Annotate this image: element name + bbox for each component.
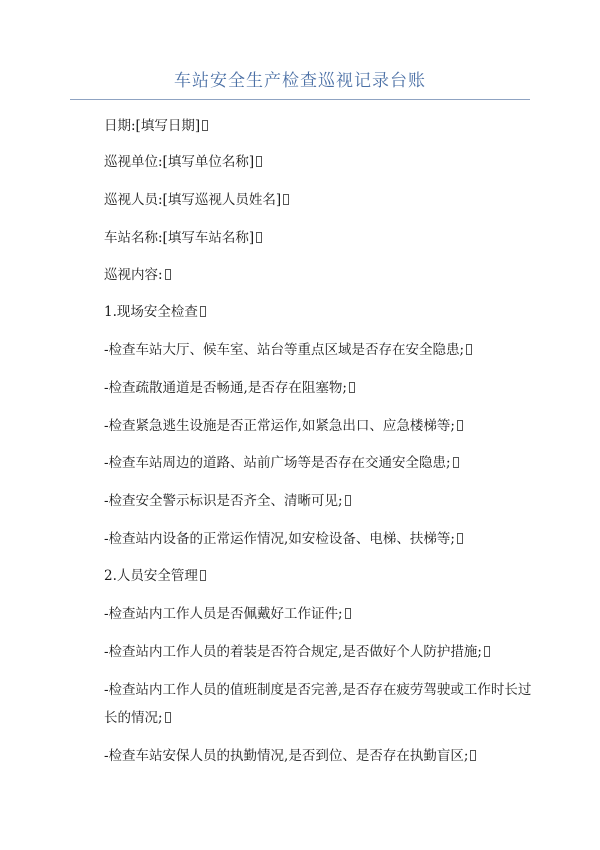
field-content-text: 巡视内容: (104, 267, 163, 283)
paragraph-mark-icon (165, 269, 171, 280)
field-inspector-text: 巡视人员:[填写巡视人员姓名] (104, 192, 282, 208)
list-item (104, 416, 463, 436)
field-unit (104, 152, 262, 172)
section-heading (104, 302, 206, 322)
list-item-text: -检查车站安保人员的执勤情况,是否到位、是否存在执勤盲区; (104, 748, 469, 764)
list-item (104, 529, 463, 549)
paragraph-mark-icon (484, 646, 490, 657)
field-unit-text: 巡视单位:[填写单位名称] (104, 154, 255, 170)
paragraph-mark-icon (453, 457, 459, 468)
list-item-text: -检查站内工作人员的着装是否符合规定,是否做好个人防护措施; (104, 644, 482, 660)
field-content (104, 265, 171, 285)
list-item (104, 491, 351, 511)
field-date (104, 116, 208, 136)
list-item-text: -检查站内设备的正常运作情况,如安检设备、电梯、扶梯等; (104, 531, 455, 547)
paragraph-mark-icon (202, 120, 208, 131)
list-item (104, 642, 490, 662)
list-item (104, 378, 355, 398)
section-heading (104, 566, 206, 586)
paragraph-mark-icon (283, 194, 289, 205)
paragraph-mark-icon (466, 344, 472, 355)
list-item-text: -检查站内工作人员是否佩戴好工作证件; (104, 606, 343, 622)
list-item (104, 340, 472, 360)
list-item-text: -检查安全警示标识是否齐全、清晰可见; (104, 493, 343, 509)
list-item-text: -检查车站大厅、候车室、站台等重点区域是否存在安全隐患; (104, 342, 465, 358)
paragraph-mark-icon (457, 533, 463, 544)
paragraph-mark-icon (349, 382, 355, 393)
section-heading-text: 1.现场安全检查 (104, 304, 198, 320)
field-station (104, 228, 262, 248)
paragraph-mark-icon (470, 750, 476, 761)
title-divider (70, 99, 530, 100)
list-item (104, 453, 459, 473)
list-item (104, 676, 544, 732)
paragraph-mark-icon (457, 420, 463, 431)
paragraph-mark-icon (345, 608, 351, 619)
document-title: 车站安全生产检查巡视记录台账 (174, 71, 426, 91)
list-item-text: -检查紧急逃生设施是否正常运作,如紧急出口、应急楼梯等; (104, 418, 455, 434)
paragraph-mark-icon (345, 495, 351, 506)
section-heading-text: 2.人员安全管理 (104, 568, 198, 584)
paragraph-mark-icon (256, 156, 262, 167)
paragraph-mark-icon (165, 712, 171, 723)
field-station-text: 车站名称:[填写车站名称] (104, 230, 255, 246)
list-item (104, 746, 476, 766)
list-item (104, 604, 351, 624)
list-item-text: -检查车站周边的道路、站前广场等是否存在交通安全隐患; (104, 455, 451, 471)
list-item-text: -检查疏散通道是否畅通,是否存在阻塞物; (104, 380, 347, 396)
field-inspector (104, 190, 289, 210)
paragraph-mark-icon (256, 232, 262, 243)
paragraph-mark-icon (200, 306, 206, 317)
paragraph-mark-icon (200, 570, 206, 581)
list-item-text: -检查站内工作人员的值班制度是否完善,是否存在疲劳驾驶或工作时长过长的情况; (104, 682, 532, 726)
field-date-text: 日期:[填写日期] (104, 118, 201, 134)
